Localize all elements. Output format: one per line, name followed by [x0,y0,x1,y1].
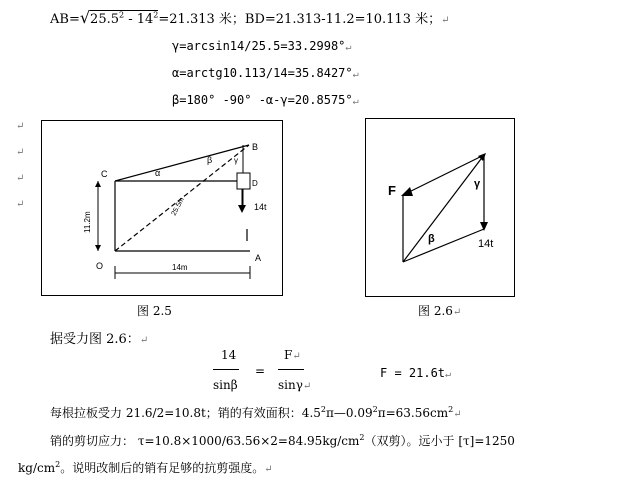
label-beta: β [207,155,213,165]
intro-line: 据受力图 2.6：↵ [50,332,149,347]
label-beta: β [428,233,435,245]
force-f-line [403,155,484,195]
height-arrow-top [95,181,101,187]
sqrt-sign: √ [79,8,91,27]
line-cb [115,145,249,181]
paragraph-area: 每根拉板受力 21.6/2=10.8t；销的有效面积：$4.5^2\pi—0.09^2\pi=63.56cm^2↵$ [50,405,462,420]
beta-formula: β=180° -90° -α-γ=20.8575°↵ [172,93,359,107]
figure-2-6-diagram [366,119,514,296]
paragraph-mark: ↵ [16,199,25,210]
fraction-1-bar [213,369,239,370]
sqrt-radicand: $25.5^2 - 14^2$ [90,10,159,27]
paragraph-shear-stress: 销的剪切应力： $\tau=10.8\times 1000/63.56\times 2=84.95kg/cm^2$（双剪）。远小于 [τ]=1250 [50,433,515,448]
alpha-formula: α=arctg10.113/14=35.8427°↵ [172,66,359,80]
ab-prefix: AB= [50,12,80,27]
fraction-2-numerator: F↵ [284,348,301,362]
equals-sign: = [255,364,266,378]
label-c: C [101,169,108,179]
diagonal-arrowhead [478,153,486,161]
label-b: B [252,142,259,152]
fraction-1-denominator: sinβ [213,378,238,392]
label-diagonal: 25.5m [170,196,186,217]
label-o: O [96,261,104,271]
figure-2-5-caption: 图 2.5 [137,304,172,318]
ab-bd-formula [50,10,450,26]
force-f-arrowhead [401,187,413,196]
force-arrowhead [238,205,246,213]
label-width: 14m [172,263,188,272]
gamma-formula: γ=arcsin14/25.5=33.2998°↵ [172,39,352,53]
figure-2-6 [365,118,515,297]
label-alpha: α [155,168,161,178]
label-force: 14t [254,202,267,212]
label-force: 14t [478,238,494,250]
label-d: D [252,179,258,188]
height-arrow-bottom [95,245,101,251]
fraction-2-bar [278,369,304,370]
label-gamma: γ [234,156,238,165]
fraction-2-denominator: sinγ↵ [278,378,312,392]
figure-2-5-diagram [42,121,282,295]
ab-result: =21.313 米；BD=21.313-11.2=10.113 米； [158,12,442,27]
label-gamma: γ [474,178,481,190]
paragraph-mark: ↵ [16,173,25,184]
label-height: 11.2m [83,211,92,233]
label-a: A [255,253,262,263]
fraction-1-numerator: 14 [221,348,237,362]
paragraph-conclusion: $kg/cm^2$。说明改制后的销有足够的抗剪强度。↵ [18,460,273,475]
label-f: F [388,183,396,198]
paragraph-mark: ↵ [441,15,450,26]
node-d-box [237,173,250,189]
paragraph-mark: ↵ [16,147,25,158]
figure-2-6-caption: 图 2.6↵ [418,304,462,318]
figure-2-5 [41,120,283,296]
paragraph-mark: ↵ [16,121,25,132]
result-f: F = 21.6t↵ [380,366,452,380]
